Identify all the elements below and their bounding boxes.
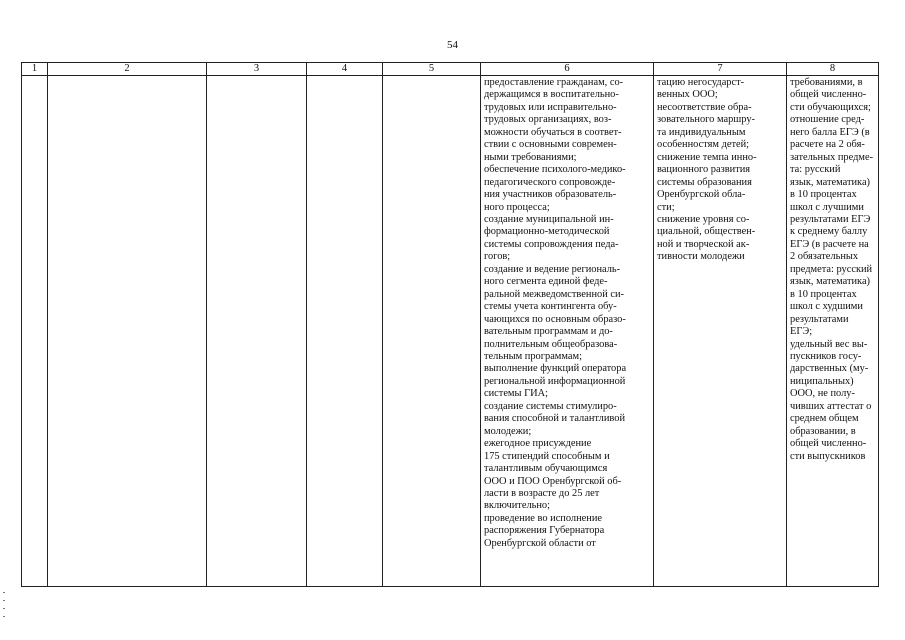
text-line: сти выпускников bbox=[790, 450, 866, 462]
text-line: общей численно- bbox=[790, 438, 867, 450]
text-line: ласти в возрасте до 25 лет bbox=[484, 487, 600, 499]
text-line: венных ООО; bbox=[657, 89, 718, 101]
text-line: чивших аттестат о bbox=[790, 400, 872, 412]
text-line: 175 стипендий способным и bbox=[484, 450, 610, 462]
text-line: школ с худшими bbox=[790, 301, 863, 313]
text-line: к среднему баллу bbox=[790, 226, 868, 238]
text-line: ежегодное присуждение bbox=[484, 438, 592, 450]
text-line: ной и творческой ак- bbox=[657, 238, 750, 250]
text-line: ния участников образователь- bbox=[484, 189, 617, 201]
text-line: создание муниципальной ин- bbox=[484, 213, 614, 225]
text-line: зовательного маршру- bbox=[657, 114, 756, 126]
page-number: 54 bbox=[447, 39, 458, 51]
text-line: в 10 процентах bbox=[790, 288, 857, 300]
text-line: формационно-методической bbox=[484, 226, 610, 238]
text-line: педагогического сопровожде- bbox=[484, 176, 616, 188]
text-line: распоряжения Губернатора bbox=[484, 525, 605, 537]
text-line: образовании, в bbox=[790, 425, 856, 437]
column-header-1: 1 bbox=[22, 63, 48, 76]
text-line: циальной, обществен- bbox=[657, 226, 756, 238]
cell-col-8 bbox=[787, 76, 879, 587]
text-line: системы сопровождения педа- bbox=[484, 238, 619, 250]
text-line: та: русский bbox=[790, 164, 841, 176]
text-line: зательных предме- bbox=[790, 151, 874, 163]
text-line: обеспечение психолого-медико- bbox=[484, 164, 626, 176]
text-line: трудовых или исправительно- bbox=[484, 101, 617, 113]
text-line: несоответствие обра- bbox=[657, 101, 752, 113]
text-line: системы образования bbox=[657, 176, 752, 188]
text-line: чающихся по основным образо- bbox=[484, 313, 626, 325]
text-line: ного сегмента единой феде- bbox=[484, 276, 608, 288]
text-line: язык, математика) bbox=[790, 276, 871, 288]
text-line: та индивидуальным bbox=[657, 126, 746, 138]
text-line: 2 обязательных bbox=[790, 251, 859, 263]
text-line: ООО и ПОО Оренбургской об- bbox=[484, 475, 622, 487]
text-line: ЕГЭ (в расчете на bbox=[790, 238, 869, 250]
indicators-text bbox=[790, 77, 875, 463]
text-line: молодежи; bbox=[484, 425, 532, 437]
text-line: предоставление гражданам, со- bbox=[484, 77, 624, 88]
margin-marks bbox=[3, 592, 6, 632]
text-line: трудовых организациях, воз- bbox=[484, 114, 612, 126]
data-table bbox=[21, 62, 879, 587]
text-line: тельным программам; bbox=[484, 350, 582, 362]
column-header-6: 6 bbox=[481, 63, 654, 76]
text-line: общей численно- bbox=[790, 89, 867, 101]
cell-col-2 bbox=[48, 76, 207, 587]
text-line: талантливым обучающимся bbox=[484, 463, 608, 475]
text-line: вационного развития bbox=[657, 164, 751, 176]
text-line: выполнение функций оператора bbox=[484, 363, 627, 375]
text-line: в 10 процентах bbox=[790, 189, 857, 201]
text-line: вания способной и талантливой bbox=[484, 413, 626, 425]
text-line: включительно; bbox=[484, 500, 551, 512]
text-line: Оренбургской обла- bbox=[657, 189, 746, 201]
text-line: сти обучающихся; bbox=[790, 101, 871, 113]
table-row bbox=[22, 76, 879, 587]
text-line: снижение темпа инно- bbox=[657, 151, 757, 163]
text-line: школ с лучшими bbox=[790, 201, 864, 213]
text-line: системы ГИА; bbox=[484, 388, 548, 400]
text-line: создание и ведение региональ- bbox=[484, 263, 621, 275]
text-line: стемы учета контингента обу- bbox=[484, 301, 617, 313]
column-header-3: 3 bbox=[207, 63, 307, 76]
cell-col-6 bbox=[481, 76, 654, 587]
text-line: особенностям детей; bbox=[657, 139, 750, 151]
text-line: дарственных (му- bbox=[790, 363, 869, 375]
column-header-4: 4 bbox=[307, 63, 383, 76]
text-line: предмета: русский bbox=[790, 263, 873, 275]
text-line: язык, математика) bbox=[790, 176, 871, 188]
header-row bbox=[22, 63, 879, 76]
text-line: результатами bbox=[790, 313, 849, 325]
text-line: полнительным общеобразова- bbox=[484, 338, 618, 350]
cell-col-7 bbox=[654, 76, 787, 587]
cell-col-5 bbox=[383, 76, 481, 587]
text-line: тацию негосударст- bbox=[657, 77, 745, 88]
text-line: отношение сред- bbox=[790, 114, 865, 126]
risks-text bbox=[657, 77, 783, 264]
text-line: гогов; bbox=[484, 251, 511, 263]
text-line: среднем общем bbox=[790, 413, 859, 425]
text-line: держащимся в воспитательно- bbox=[484, 89, 619, 101]
text-line: можности обучаться в соответ- bbox=[484, 126, 622, 138]
cell-col-4 bbox=[307, 76, 383, 587]
text-line: ствии с основными современ- bbox=[484, 139, 617, 151]
cell-col-3 bbox=[207, 76, 307, 587]
cell-col-1 bbox=[22, 76, 48, 587]
text-line: ного процесса; bbox=[484, 201, 550, 213]
text-line: пускников госу- bbox=[790, 350, 862, 362]
text-line: него балла ЕГЭ (в bbox=[790, 126, 870, 138]
text-line: проведение во исполнение bbox=[484, 512, 603, 524]
column-header-8: 8 bbox=[787, 63, 879, 76]
text-line: вательным программам и до- bbox=[484, 326, 613, 338]
text-line: ниципальных) bbox=[790, 375, 854, 387]
column-header-5: 5 bbox=[383, 63, 481, 76]
measures-text bbox=[484, 77, 650, 550]
column-header-7: 7 bbox=[654, 63, 787, 76]
column-header-2: 2 bbox=[48, 63, 207, 76]
text-line: ными требованиями; bbox=[484, 151, 577, 163]
text-line: ЕГЭ; bbox=[790, 326, 813, 338]
text-line: требованиями, в bbox=[790, 77, 863, 88]
text-line: тивности молодежи bbox=[657, 251, 745, 263]
text-line: удельный вес вы- bbox=[790, 338, 868, 350]
text-line: Оренбургской области от bbox=[484, 537, 596, 549]
text-line: ральной межведомственной си- bbox=[484, 288, 624, 300]
text-line: создание системы стимулиро- bbox=[484, 400, 617, 412]
text-line: расчете на 2 обя- bbox=[790, 139, 865, 151]
text-line: региональной информационной bbox=[484, 375, 626, 387]
text-line: снижение уровня со- bbox=[657, 213, 750, 225]
text-line: сти; bbox=[657, 201, 675, 213]
text-line: результатами ЕГЭ bbox=[790, 213, 871, 225]
text-line: ООО, не полу- bbox=[790, 388, 855, 400]
